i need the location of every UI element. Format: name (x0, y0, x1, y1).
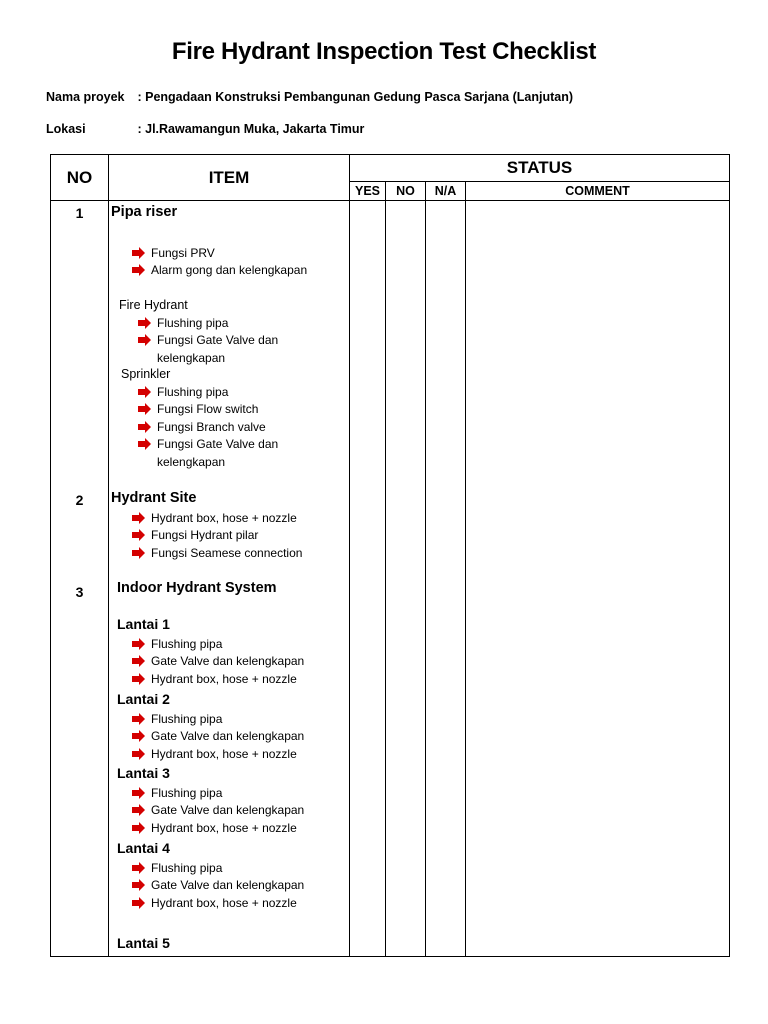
floor-3-list (131, 785, 304, 837)
list-item: Flushing pipa (131, 636, 304, 653)
floor-4-label: Lantai 4 (117, 840, 170, 856)
header-no-status: NO (386, 182, 426, 201)
list-item: Flushing pipa (131, 785, 304, 802)
header-comment: COMMENT (466, 182, 730, 201)
fire-hydrant-label: Fire Hydrant (119, 298, 188, 312)
no-column (51, 201, 109, 957)
floor-2-label: Lantai 2 (117, 691, 170, 707)
fire-hydrant-list (137, 315, 278, 367)
list-item: Fungsi Branch valve (137, 419, 278, 436)
list-item: Gate Valve dan kelengkapan (131, 877, 304, 894)
section-2-number: 2 (75, 492, 84, 508)
checklist-table (50, 154, 730, 957)
header-yes: YES (350, 182, 386, 201)
list-item: Fungsi Hydrant pilar (131, 527, 302, 544)
list-item: Hydrant box, hose + nozzle (131, 820, 304, 837)
list-item: Hydrant box, hose + nozzle (131, 746, 304, 763)
na-column (426, 201, 466, 957)
location-row (46, 122, 364, 136)
list-item: Flushing pipa (131, 860, 304, 877)
location-label: Lokasi (46, 122, 86, 136)
list-item: Fungsi Flow switch (137, 401, 278, 418)
header-no: NO (51, 155, 109, 201)
list-item: Alarm gong dan kelengkapan (131, 262, 307, 279)
list-item: Gate Valve dan kelengkapan (131, 728, 304, 745)
continuation-text: kelengkapan (157, 350, 226, 365)
floor-3-label: Lantai 3 (117, 765, 170, 781)
floor-2-list (131, 711, 304, 763)
list-item: Hydrant box, hose + nozzle (131, 671, 304, 688)
list-item: Flushing pipa (137, 384, 278, 401)
comment-column (466, 201, 730, 957)
item-column (109, 201, 350, 957)
floor-4-list (131, 860, 304, 912)
project-label: Nama proyek (46, 90, 125, 104)
section-3-title: Indoor Hydrant System (117, 580, 277, 596)
section-2-list (131, 510, 302, 562)
list-item: Fungsi Gate Valve dan (137, 436, 278, 453)
no-status-column (386, 201, 426, 957)
list-item: Flushing pipa (137, 315, 278, 332)
list-item: Gate Valve dan kelengkapan (131, 653, 304, 670)
location-value: : Jl.Rawamangun Muka, Jakarta Timur (137, 122, 365, 136)
floor-1-list (131, 636, 304, 688)
header-status: STATUS (350, 155, 730, 182)
list-item: Flushing pipa (131, 711, 304, 728)
project-row (46, 90, 573, 104)
section-3-number: 3 (75, 584, 84, 600)
continuation-text: kelengkapan (157, 454, 226, 469)
section-1-list (131, 245, 307, 280)
section-2-title: Hydrant Site (111, 490, 197, 506)
list-item: Gate Valve dan kelengkapan (131, 802, 304, 819)
list-item: Fungsi Seamese connection (131, 545, 302, 562)
list-item: Hydrant box, hose + nozzle (131, 510, 302, 527)
floor-1-label: Lantai 1 (117, 616, 170, 632)
sprinkler-list (137, 384, 278, 471)
sprinkler-label: Sprinkler (121, 367, 171, 381)
floor-5-label: Lantai 5 (117, 935, 170, 951)
list-item-continuation (137, 350, 278, 367)
list-item: Fungsi Gate Valve dan (137, 332, 278, 349)
header-na: N/A (426, 182, 466, 201)
list-item: Hydrant box, hose + nozzle (131, 895, 304, 912)
yes-column (350, 201, 386, 957)
list-item: Fungsi PRV (131, 245, 307, 262)
project-value: : Pengadaan Konstruksi Pembangunan Gedung Pasca Sarjana (Lanjutan) (137, 90, 573, 104)
list-item-continuation (137, 454, 278, 471)
section-1-title: Pipa riser (111, 204, 178, 220)
section-1-number: 1 (75, 205, 84, 221)
header-item: ITEM (109, 155, 350, 201)
page-title: Fire Hydrant Inspection Test Checklist (171, 38, 597, 65)
